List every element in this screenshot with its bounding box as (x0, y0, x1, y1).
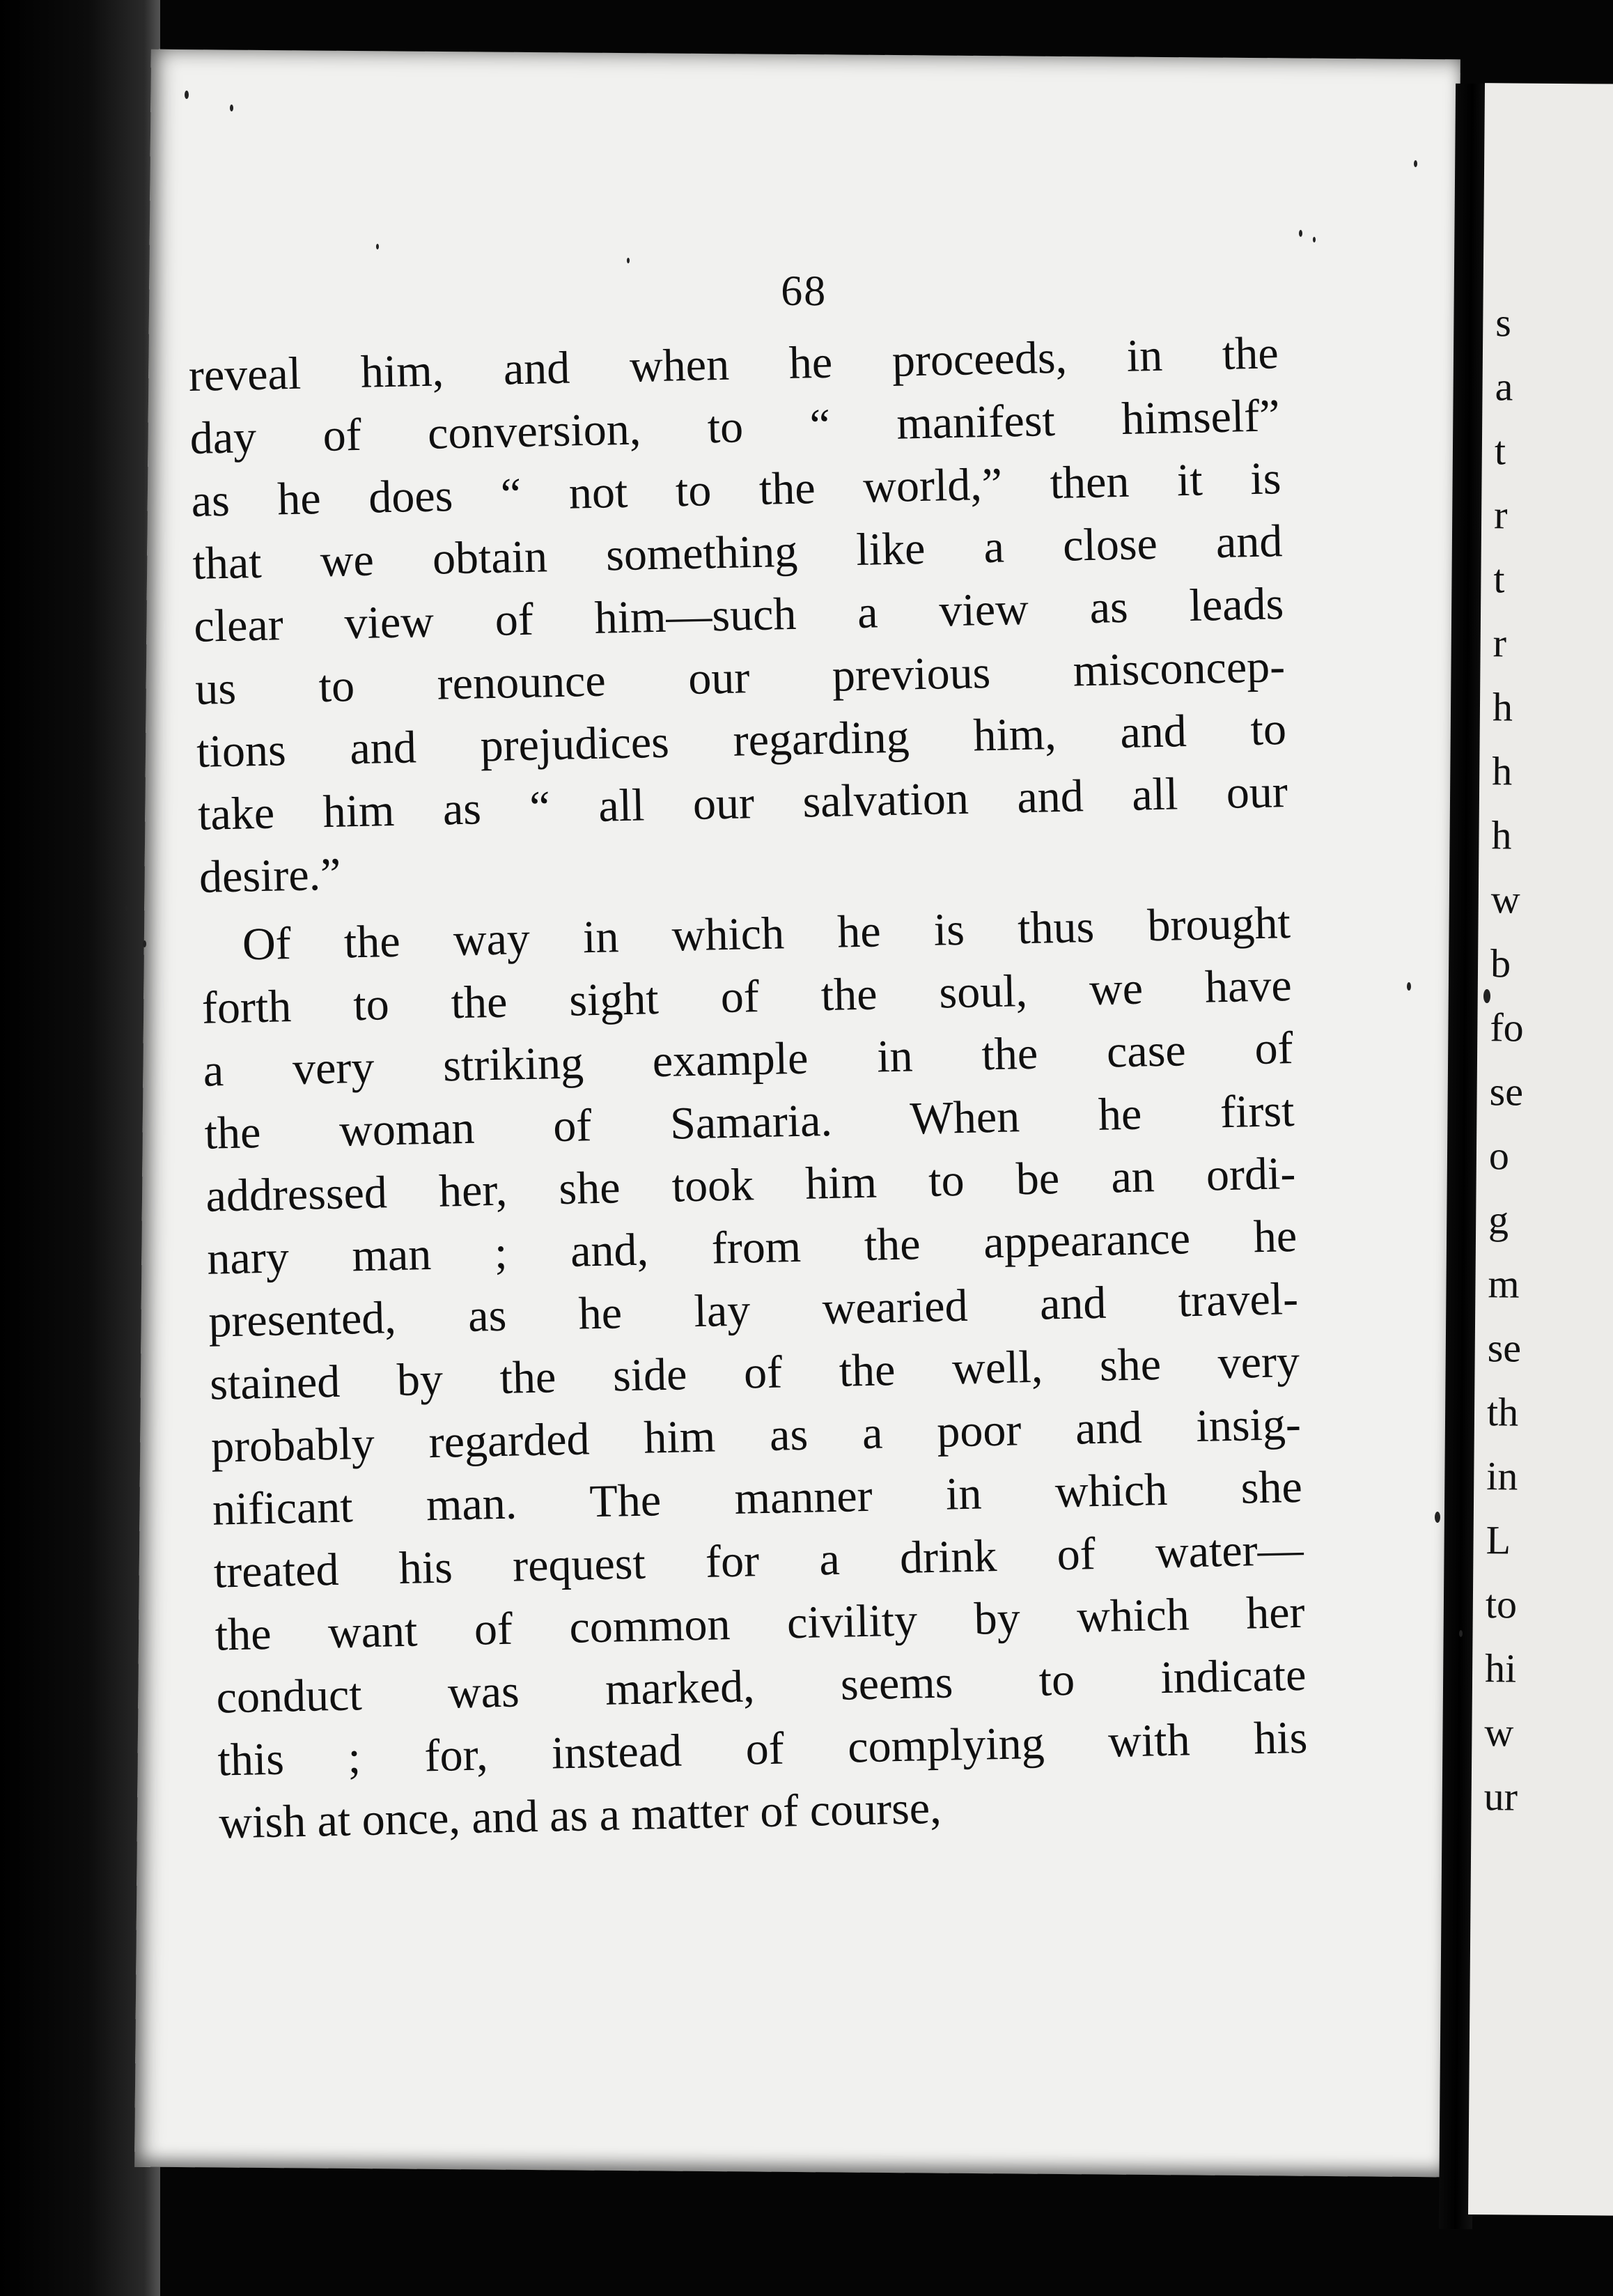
text-line: the want of common civility by which her (215, 1586, 1306, 1661)
text-line: the woman of Samaria. When he first (203, 1085, 1295, 1159)
text-line: tions and prejudices regarding him, and to (196, 704, 1287, 777)
facing-page-fragment: r (1493, 620, 1507, 666)
text-line: nary man ; and, from the appearance he (206, 1210, 1298, 1285)
text-line: addressed her, she took him to be an ordi- (205, 1147, 1297, 1222)
facing-page-fragment: in (1486, 1453, 1518, 1499)
facing-page-fragment: w (1484, 1709, 1514, 1755)
text-line: as he does “ not to the world,” then it is (190, 453, 1282, 527)
body-text (188, 322, 1309, 1854)
text-line: probably regarded him as a poor and insig- (210, 1398, 1302, 1473)
scan-speck (230, 104, 233, 111)
facing-page-fragment: a (1495, 364, 1513, 410)
text-line: us to renounce our previous misconcep- (194, 641, 1286, 715)
page-number: 68 (781, 267, 827, 316)
text-line: stained by the side of the well, she very (209, 1335, 1300, 1410)
facing-page-fragment: m (1488, 1261, 1520, 1307)
text-line: treated his request for a drink of water— (213, 1523, 1304, 1598)
scan-speck (1483, 989, 1490, 1003)
scan-speck (1459, 1630, 1463, 1637)
facing-page-fragment: fo (1490, 1004, 1524, 1050)
text-line: that we obtain something like a close and (192, 515, 1284, 589)
paragraph (188, 322, 1290, 909)
facing-page-fragment: h (1492, 684, 1513, 730)
facing-page-sliver (1468, 83, 1613, 2216)
scan-speck (627, 258, 630, 263)
facing-page-fragment: L (1486, 1517, 1511, 1563)
facing-page-fragment: b (1490, 940, 1511, 986)
facing-page-fragment: t (1493, 556, 1505, 602)
text-line: wish at once, and as a matter of course, (218, 1782, 942, 1849)
text-line: take him as “ all our salvation and all our (197, 766, 1288, 840)
scan-speck (1299, 230, 1302, 237)
text-line: clear view of him—such a view as leads (193, 578, 1284, 652)
facing-page-fragment: se (1487, 1325, 1522, 1371)
text-line: conduct was marked, seems to indicate (215, 1649, 1307, 1723)
facing-page-fragment: t (1494, 428, 1506, 474)
scan-speck (1414, 160, 1417, 167)
facing-page-fragment: h (1491, 812, 1512, 858)
facing-page-fragment: s (1495, 300, 1512, 346)
scan-speck (1435, 1512, 1440, 1523)
text-line: nificant man. The manner in which she (212, 1461, 1303, 1535)
text-line: this ; for, instead of complying with his (217, 1712, 1308, 1786)
facing-page-fragment: h (1492, 748, 1513, 794)
scan-speck (376, 244, 379, 249)
facing-page-fragment: o (1488, 1133, 1510, 1179)
facing-page-fragment: th (1486, 1389, 1519, 1435)
text-line: a very striking example in the case of (203, 1023, 1294, 1096)
facing-page-fragment: to (1485, 1581, 1518, 1627)
text-line: forth to the sight of the soul, we have (201, 960, 1293, 1034)
scan-speck (125, 906, 128, 911)
scan-speck (1407, 982, 1411, 991)
text-line: reveal him, and when he proceeds, in the (188, 327, 1279, 401)
facing-page-fragment: se (1489, 1069, 1524, 1115)
text-line: presented, as he lay wearied and travel- (208, 1273, 1299, 1347)
facing-page-fragment: ur (1483, 1774, 1518, 1820)
scan-speck (143, 940, 146, 947)
facing-page-fragment: r (1493, 492, 1508, 538)
scan-speck (185, 91, 189, 99)
paragraph (200, 892, 1309, 1854)
facing-page-fragment: g (1488, 1197, 1509, 1243)
scan-speck (1313, 237, 1316, 242)
text-line: day of conversion, to “ manifest himself” (189, 390, 1281, 464)
text-line: desire.” (198, 848, 342, 903)
text-line: Of the way in which he is thus brought (242, 897, 1291, 970)
facing-page-fragment: hi (1484, 1645, 1517, 1691)
facing-page-fragment: w (1490, 876, 1520, 922)
